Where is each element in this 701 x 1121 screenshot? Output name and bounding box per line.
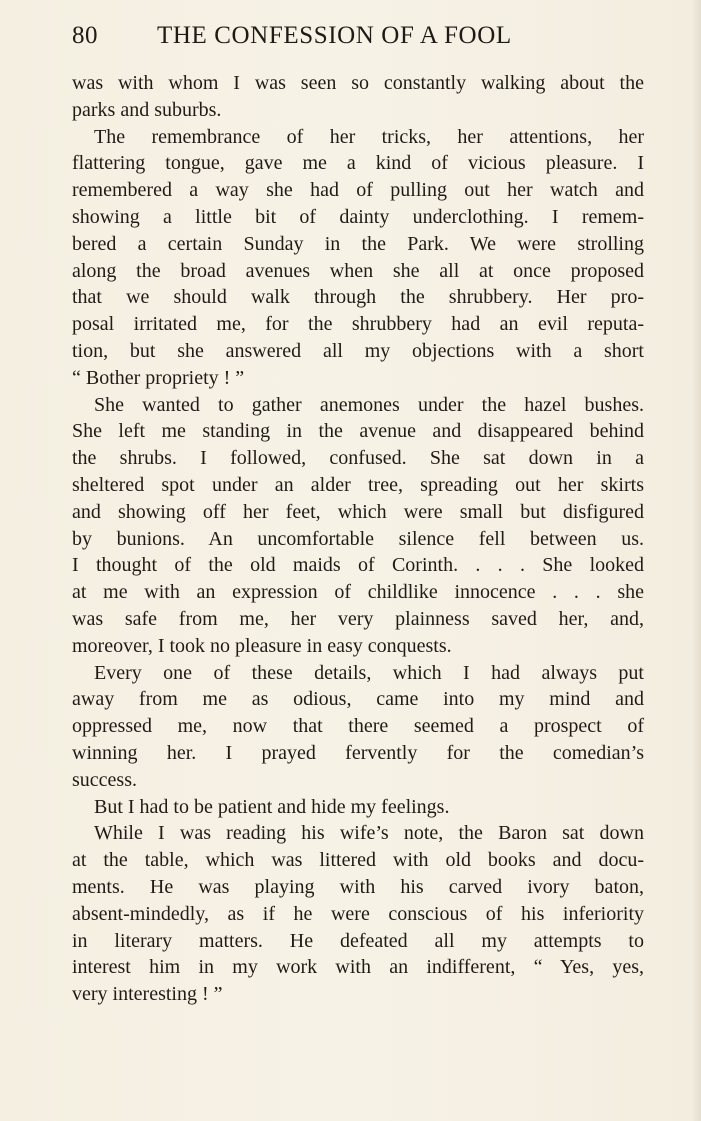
text-line-2: parks and suburbs. bbox=[72, 98, 222, 121]
text-line-33: in literary matters. He defeated all my attempts to bbox=[72, 929, 644, 952]
text-line-4: flattering tongue, gave me a kind of vicious pleasure. I bbox=[72, 152, 644, 175]
text-line-15: the shrubs. I followed, confused. She sat down in a bbox=[72, 447, 644, 470]
text-line-34: interest him in my work with an indifferent, “ Yes, yes, bbox=[72, 956, 644, 979]
text-line-27: success. bbox=[72, 768, 137, 791]
body-text bbox=[72, 70, 644, 1008]
text-line-1: was with whom I was seen so constantly walking about the bbox=[72, 72, 644, 94]
text-line-22: moreover, I took no pleasure in easy conquests. bbox=[72, 634, 452, 657]
text-line-14: She left me standing in the avenue and disappeared behind bbox=[72, 420, 644, 443]
text-line-25: oppressed me, now that there seemed a prospect of bbox=[72, 715, 644, 738]
text-line-13: She wanted to gather anemones under the hazel bushes. bbox=[94, 393, 644, 416]
text-line-20: at me with an expression of childlike innocence . . . she bbox=[72, 581, 644, 604]
text-line-12: “ Bother propriety ! ” bbox=[72, 366, 245, 389]
text-line-23: Every one of these details, which I had always put bbox=[94, 661, 644, 684]
text-line-3: The remembrance of her tricks, her attentions, her bbox=[94, 125, 644, 148]
text-line-19: I thought of the old maids of Corinth. . . . She looked bbox=[72, 554, 644, 577]
text-line-24: away from me as odious, came into my mind and bbox=[72, 688, 644, 711]
text-line-11: tion, but she answered all my objections with a short bbox=[72, 339, 644, 362]
text-line-10: posal irritated me, for the shrubbery had an evil reputa- bbox=[72, 313, 644, 336]
text-line-26: winning her. I prayed fervently for the comedian’s bbox=[72, 741, 644, 764]
text-line-32: absent-mindedly, as if he were conscious of his inferiority bbox=[72, 902, 644, 925]
text-line-6: showing a little bit of dainty underclothing. I remem- bbox=[72, 205, 644, 228]
text-line-29: While I was reading his wife’s note, the Baron sat down bbox=[94, 822, 644, 845]
page-number: 80 bbox=[72, 22, 98, 49]
text-line-21: was safe from me, her very plainness saved her, and, bbox=[72, 607, 644, 630]
page-edge-shadow bbox=[691, 0, 701, 1121]
text-line-16: sheltered spot under an alder tree, spreading out her skirts bbox=[72, 473, 644, 496]
text-line-17: and showing off her feet, which were small but disfigured bbox=[72, 500, 644, 523]
text-line-35: very interesting ! ” bbox=[72, 983, 223, 1006]
text-line-31: ments. He was playing with his carved ivory baton, bbox=[72, 875, 644, 898]
text-line-5: remembered a way she had of pulling out her watch and bbox=[72, 179, 644, 202]
text-line-8: along the broad avenues when she all at once proposed bbox=[72, 259, 644, 282]
running-title: THE CONFESSION OF A FOOL bbox=[157, 22, 512, 49]
text-line-30: at the table, which was littered with old books and docu- bbox=[72, 849, 644, 872]
text-line-7: bered a certain Sunday in the Park. We were strolling bbox=[72, 232, 644, 255]
text-line-9: that we should walk through the shrubbery. Her pro- bbox=[72, 286, 644, 309]
text-line-18: by bunions. An uncomfortable silence fell between us. bbox=[72, 527, 644, 550]
text-line-28: But I had to be patient and hide my feelings. bbox=[94, 795, 450, 818]
page-header bbox=[72, 22, 658, 56]
